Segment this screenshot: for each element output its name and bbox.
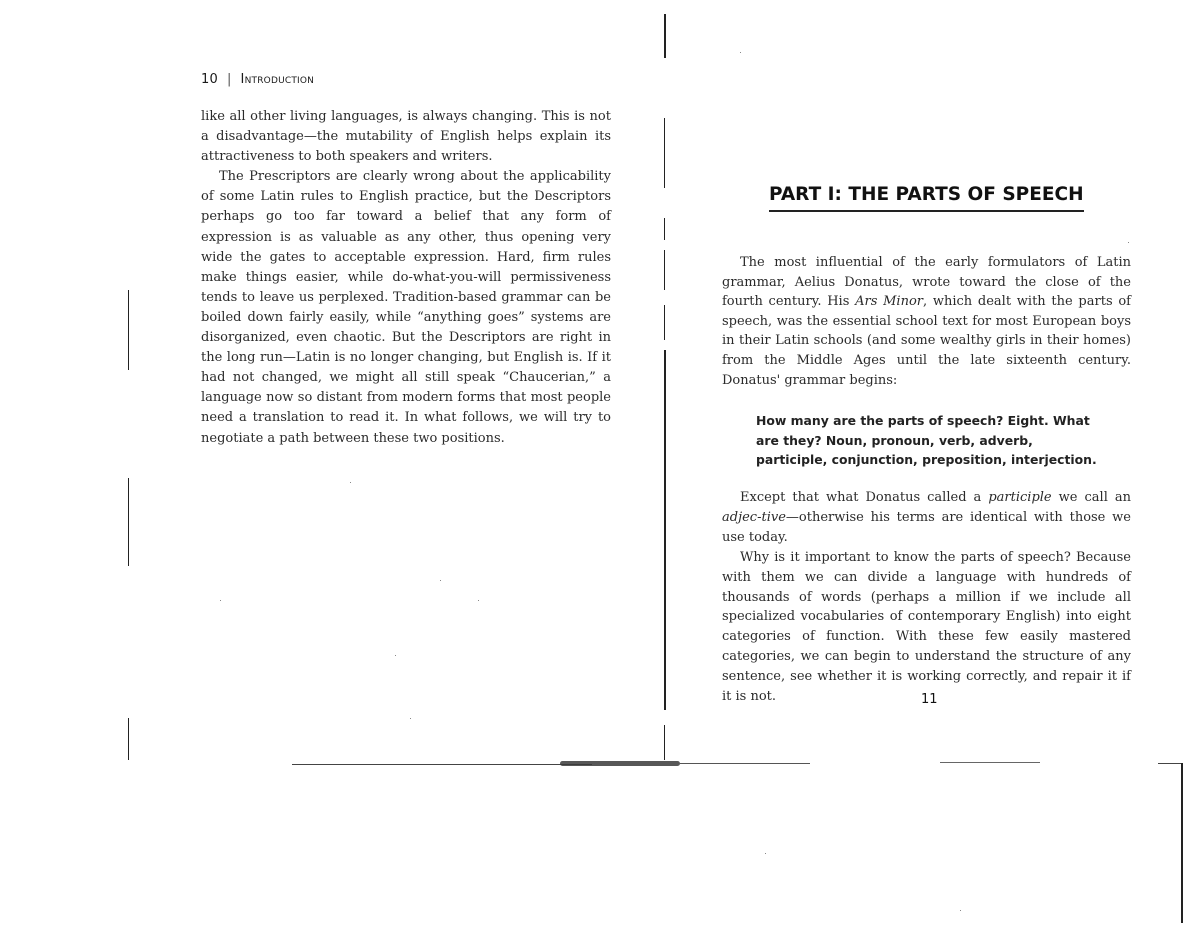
why-paragraph: Why is it important to know the parts of speech? Because with them we can divide a language with hundreds of thousands of words (perhaps a million if we include all specialized vocabularies of contemporary English) into eight categories of function. With these few easily mastered categories, we can begin to understand the structure of any sentence, see whether it is working correctly, and repair it if it is not. — [722, 549, 1131, 705]
running-head — [201, 72, 314, 87]
except-text-2: we call an — [1051, 490, 1132, 505]
adjective-term: adjec-tive — [722, 509, 786, 525]
speck — [395, 655, 396, 656]
ars-minor-title: Ars Minor — [855, 294, 923, 310]
bottom-shadow-smudge — [560, 761, 680, 766]
running-head-separator: | — [226, 72, 232, 87]
part-title: PART I: THE PARTS OF SPEECH — [769, 184, 1084, 212]
donatus-quote: How many are the parts of speech? Eight. What are they? Noun, pronoun, verb, adverb, participle, conjunction, preposition, interjection. — [756, 413, 1097, 468]
left-body-text — [201, 107, 611, 449]
right-edge-horizontal — [1158, 763, 1183, 764]
gutter-line-2 — [664, 218, 665, 240]
speck — [740, 52, 741, 53]
gutter-line-6 — [664, 725, 665, 760]
intro-text-start: The most influential of the early formulators of Latin grammar, Aelius Donatus, wrote toward the close of the fourth century. His — [722, 255, 1131, 310]
speck — [350, 482, 351, 483]
right-edge-vertical — [1181, 763, 1183, 923]
speck — [410, 718, 411, 719]
gutter-line-1 — [664, 118, 665, 188]
except-paragraph — [722, 488, 1131, 548]
gutter-line-4 — [664, 305, 665, 340]
bottom-shadow-line-right — [680, 763, 810, 764]
intro-text-end: , which dealt with the parts of speech, was the essential school text for most European boys in their Latin schools (and some wealthy girls in their homes) from the Middle Ages until the late sixteenth century. Donatus' grammar begins: — [722, 294, 1131, 388]
speck — [440, 580, 441, 581]
speck — [1128, 242, 1129, 243]
left-edge-line-1 — [128, 290, 129, 370]
gutter-line-3 — [664, 250, 665, 290]
participle-term: participle — [988, 490, 1052, 505]
bottom-line-far-right — [940, 762, 1040, 763]
gutter-line-5 — [664, 350, 666, 710]
speck — [220, 600, 221, 601]
right-body-text — [722, 488, 1131, 707]
except-text-1: Except that what Donatus called a — [740, 490, 989, 505]
speck — [478, 600, 479, 601]
except-text-3: —otherwise his terms are identical with those we use today. — [722, 509, 1131, 545]
paragraph-continuation: like all other living languages, is always changing. This is not a disadvantage—the mutability of English helps explain its attractiveness to both speakers and writers. — [201, 109, 611, 165]
gutter-line-top — [664, 14, 666, 58]
right-page-number: 11 — [921, 692, 938, 707]
speck — [960, 910, 961, 911]
speck — [765, 853, 766, 854]
left-page-number: 10 — [201, 72, 218, 87]
left-edge-line-3 — [128, 718, 129, 760]
left-edge-line-2 — [128, 478, 129, 566]
intro-paragraph — [722, 253, 1131, 390]
bottom-shadow-line-left — [292, 764, 592, 765]
running-head-section: Introduction — [240, 72, 315, 87]
paragraph-prescriptors: The Prescriptors are clearly wrong about the applicability of some Latin rules to English practice, but the Descriptors perhaps go too far toward a belief that any form of expression is as valuable as any other, thus opening very wide the gates to acceptable expression. Hard, firm rules make things easier, while do-what-you-will permissiveness tends to leave us perplexed. Tradition-based grammar can be boiled down fairly easily, while “anything goes” systems are disorganized, even chaotic. But the Descriptors are right in the long run—Latin is no longer changing, but English is. If it had not changed, we might all still speak “Chaucerian,” a language now so distant from modern forms that most people need a translation to read it. In what follows, we will try to negotiate a path between these two positions. — [201, 169, 611, 446]
